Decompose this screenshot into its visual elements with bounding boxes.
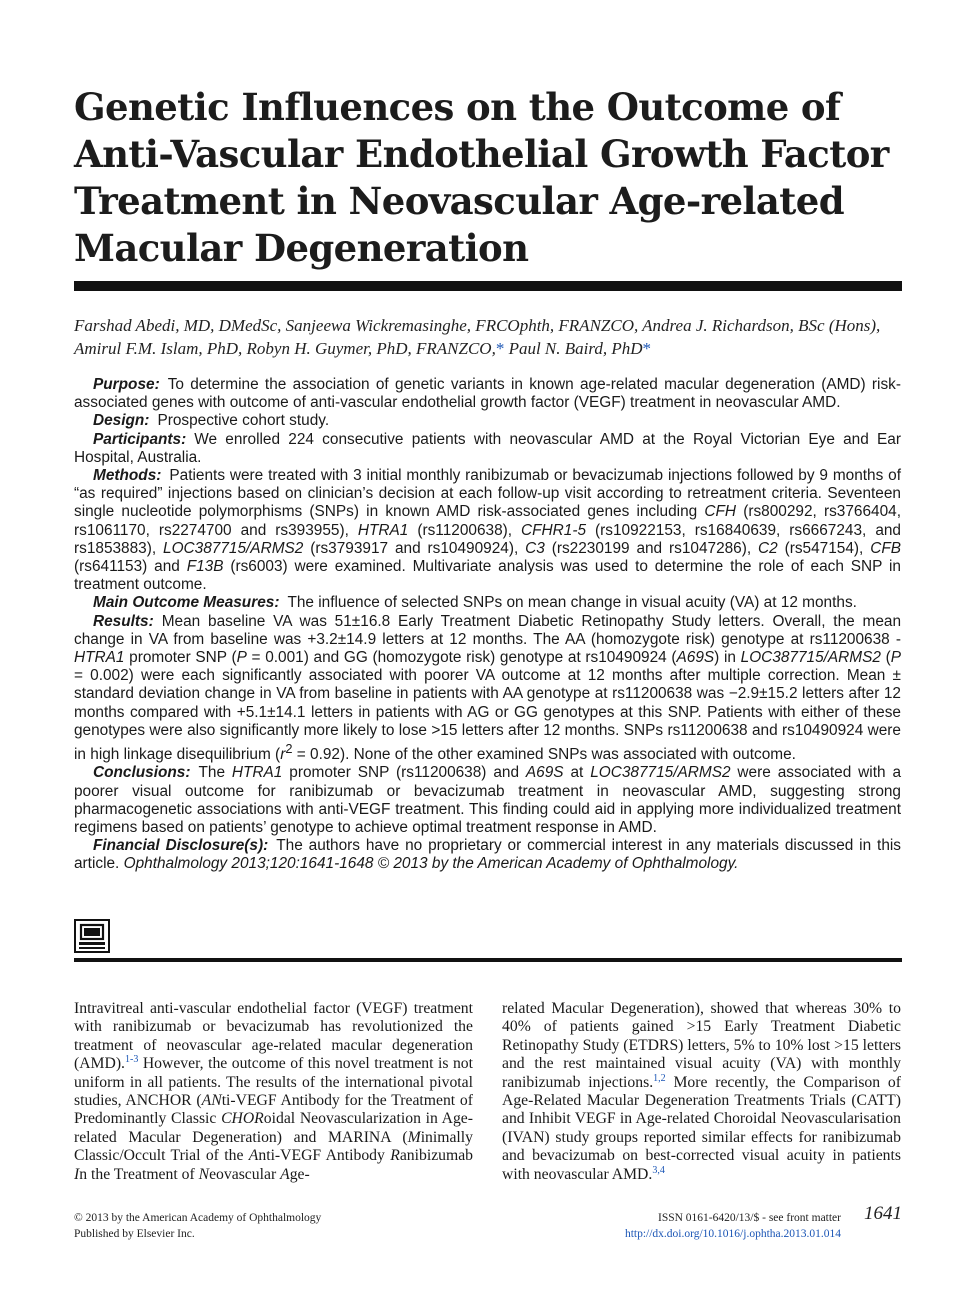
publisher-notice: Published by Elsevier Inc. xyxy=(74,1228,195,1240)
body-text: ge- xyxy=(289,1165,310,1183)
acronym-letters: AN xyxy=(201,1092,222,1110)
p-value-symbol: P xyxy=(236,649,247,667)
corresponding-author-mark[interactable]: * xyxy=(495,339,505,358)
conclusions-text: at xyxy=(563,764,591,782)
methods-text: (rs641153) and xyxy=(74,558,187,576)
body-text: anibizumab xyxy=(399,1147,474,1165)
abstract-purpose xyxy=(74,376,901,412)
acronym-letters: A xyxy=(248,1147,259,1165)
issn-notice: ISSN 0161-6420/13/$ - see front matter xyxy=(657,1212,841,1224)
abstract-design xyxy=(74,412,901,430)
body-text: n the Treatment of xyxy=(79,1165,199,1183)
article-title: Genetic Influences on the Outcome of Anti-Vascular Endothelial Growth Factor Treatment in Neovascular Age-related Macular Degeneration xyxy=(74,85,889,270)
participants-label: Participants: xyxy=(93,430,187,448)
disclosure-text: The authors have no proprietary or commercial interest in any materials discussed in this article. xyxy=(74,837,901,873)
author-line-2-prefix: Amirul F.M. Islam, PhD, Robyn H. Guymer, PhD, FRANZCO, xyxy=(74,339,496,358)
gene-name: LOC387715/ARMS2 xyxy=(163,539,304,557)
results-text: = 0.92). None of the other examined SNPs was associated with outcome. xyxy=(292,746,796,764)
body-text: related Macular Degeneration), showed that whereas 30% to 40% of patients gained >15 Early Treatment Diabetic Retinopathy Study (ETDRS) letters, 5% to 10% lost >15 letters and the rest maintained visual acuity (VA) with monthly ranibizumab injections. xyxy=(502,1000,901,1091)
body-text: More recently, the Comparison of Age-Related Macular Degeneration Treatments Trials (CATT) and Inhibit VEGF in Age-related Choroidal Neovascularisation (IVAN) study groups reported similar effects for ranibizumab and bevacizumab on best-corrected visual acuity in patients with neovascular AMD. xyxy=(502,1073,901,1183)
footer-right xyxy=(560,1210,841,1242)
corresponding-author-mark[interactable]: * xyxy=(642,339,652,358)
journal-citation: Ophthalmology 2013;120:1641-1648 © 2013 by the American Academy of Ophthalmology. xyxy=(123,855,739,873)
results-text: ( xyxy=(880,649,891,667)
author-list xyxy=(74,314,904,360)
author-line-1: Farshad Abedi, MD, DMedSc, Sanjeewa Wickremasinghe, FRCOphth, FRANZCO, Andrea J. Richardson, BSc (Hons), xyxy=(74,316,881,335)
results-text: Mean baseline VA was 51±16.8 Early Treatment Diabetic Retinopathy Study letters. Overall, the mean change in VA from baseline was +3.2±14.9 letters at 12 months. The AA (homozygote risk) genotype at rs11200638 - xyxy=(74,612,901,648)
body-text: nti-VEGF Antibody xyxy=(258,1147,391,1165)
reference-link[interactable]: 3,4 xyxy=(652,1164,665,1176)
purpose-label: Purpose: xyxy=(93,376,160,393)
methods-text: (rs2230199 and rs1047286), xyxy=(544,539,759,557)
title-divider xyxy=(74,281,902,291)
methods-label: Methods: xyxy=(93,467,162,485)
abstract-results xyxy=(74,613,901,765)
abstract-main-outcome xyxy=(74,594,901,612)
abstract-methods xyxy=(74,467,901,594)
body-text: oidal Neovascularization in Age-related Macular Degeneration) and MARINA ( xyxy=(74,1110,473,1146)
methods-text: (rs3793917 and rs10490924), xyxy=(303,539,526,557)
results-label: Results: xyxy=(93,612,154,630)
copyright-notice: © 2013 by the American Academy of Ophthalmology xyxy=(74,1212,322,1224)
reference-link[interactable]: 1-3 xyxy=(124,1053,139,1065)
acronym-letters: R xyxy=(390,1147,400,1165)
results-text: = 0.002) were each significantly associated with poorer VA outcome at 12 months after multiple correction. Mean ± standard deviation change in VA from baseline in patients with AA genotype at rs11200638 was −2.9±15.2 letters after 12 months compared with +5.1±14.1 letters in patients with AG or GG genotypes at this SNP. Patients with either of these genotypes were also significantly more likely to lose >15 letters after 12 months. SNPs rs11200638 and rs10490924 were in high linkage disequilibrium ( xyxy=(74,667,901,764)
page-number: 1641 xyxy=(864,1203,902,1224)
body-column-right xyxy=(502,1000,901,1184)
author-line-2 xyxy=(74,337,904,360)
gene-name: CFH xyxy=(704,503,737,521)
reference-link[interactable]: 1,2 xyxy=(653,1072,666,1084)
acronym-letters: A xyxy=(280,1165,290,1183)
abstract-conclusions xyxy=(74,764,901,837)
author-line-2-suffix: Paul N. Baird, PhD xyxy=(508,339,643,358)
body-text: inimally Classic/Occult Trial of the xyxy=(74,1128,473,1165)
methods-text: Patients were treated with 3 initial monthly ranibizumab or bevacizumab injections followed by 9 months of “as required” injections based on clinician’s decision at each follow-up visit according to retreatment criteria. Seventeen single nucleotide polymorphisms (SNPs) in known AMD risk-associated genes including xyxy=(74,467,901,521)
abstract xyxy=(74,376,901,874)
variant-name: A69S xyxy=(525,764,564,782)
measures-text: The influence of selected SNPs on mean change in visual acuity (VA) at 12 months. xyxy=(287,594,857,612)
results-text: promoter SNP ( xyxy=(124,649,237,667)
gene-name: HTRA1 xyxy=(357,521,409,539)
conclusions-text: promoter SNP (rs11200638) and xyxy=(282,764,526,782)
gene-name: HTRA1 xyxy=(74,649,125,667)
conclusions-text: The xyxy=(198,764,232,782)
acronym-letters: I xyxy=(74,1165,80,1183)
methods-text: (rs6003) were examined. Multivariate analysis was used to determine the role of each SNP in treatment outcome. xyxy=(74,558,901,594)
gene-name: CFB xyxy=(870,539,901,557)
gene-name: LOC387715/ARMS2 xyxy=(590,764,731,782)
body-text: ti-VEGF Antibody for the Treatment of Predominantly Classic xyxy=(74,1092,473,1128)
variant-name: A69S xyxy=(676,649,715,667)
participants-text: We enrolled 224 consecutive patients with neovascular AMD at the Royal Victorian Eye and Ear Hospital, Australia. xyxy=(74,430,901,466)
body-column-left xyxy=(74,1000,473,1184)
methods-text: (rs11200638), xyxy=(408,521,522,539)
purpose-text: To determine the association of genetic variants in known age-related macular degeneration (AMD) risk-associated genes with outcome of anti-vascular endothelial growth factor (VEGF) treatment in neovascular AMD. xyxy=(74,376,901,412)
gene-name: LOC387715/ARMS2 xyxy=(740,649,881,667)
p-value-symbol: P xyxy=(890,649,902,667)
acronym-letters: CHOR xyxy=(221,1110,264,1128)
measures-label: Main Outcome Measures: xyxy=(93,594,280,612)
acronym-letters: N xyxy=(198,1165,210,1183)
r-squared-symbol: r xyxy=(280,746,286,764)
disclosure-label: Financial Disclosure(s): xyxy=(93,837,269,855)
gene-name: HTRA1 xyxy=(231,764,283,782)
body-text: However, the outcome of this novel treatment is not uniform in all patients. The results of the international pivotal studies, ANCHOR ( xyxy=(74,1055,473,1110)
results-text: = 0.001) and GG (homozygote risk) genotype at rs10490924 ( xyxy=(246,649,677,667)
abstract-disclosure xyxy=(74,837,901,873)
gene-name: F13B xyxy=(186,558,224,576)
methods-text: (rs10922153, rs16840639, rs6667243, and rs1853883), xyxy=(74,521,901,557)
body-text: Intravitreal anti-vascular endothelial factor (VEGF) treatment with ranibizumab or bevacizumab has revolutionized the treatment of neovascular age-related macular degeneration (AMD). xyxy=(74,1000,473,1073)
conclusions-text: were associated with a poorer visual outcome for ranibizumab or bevacizumab treatment in neovascular AMD, suggesting strong pharmacogenetic associations with anti-VEGF treatment. This finding could aid in applying more individualized treatment regimens based on patients’ genotype to achieve optimal treatment response in AMD. xyxy=(74,764,901,836)
methods-text: (rs547154), xyxy=(777,539,871,557)
acronym-letters: M xyxy=(407,1128,421,1146)
design-label: Design: xyxy=(93,412,150,430)
gene-name: C2 xyxy=(758,539,778,557)
methods-text: (rs800292, rs3766404, rs1061170, rs2274700 and rs393955), xyxy=(74,503,901,539)
results-text: ) in xyxy=(714,649,741,667)
gene-name: CFHR1-5 xyxy=(521,521,587,539)
doi-link[interactable]: http://dx.doi.org/10.1016/j.ophtha.2013.01.014 xyxy=(624,1228,841,1240)
footer-left xyxy=(74,1210,404,1242)
abstract-participants xyxy=(74,431,901,467)
supplemental-material-icon[interactable] xyxy=(74,919,110,953)
design-text: Prospective cohort study. xyxy=(157,412,330,430)
abstract-divider xyxy=(74,958,902,962)
gene-name: C3 xyxy=(525,539,545,557)
body-text: eovascular xyxy=(209,1165,281,1183)
conclusions-label: Conclusions: xyxy=(93,764,191,782)
r-squared-exponent: 2 xyxy=(285,741,293,757)
